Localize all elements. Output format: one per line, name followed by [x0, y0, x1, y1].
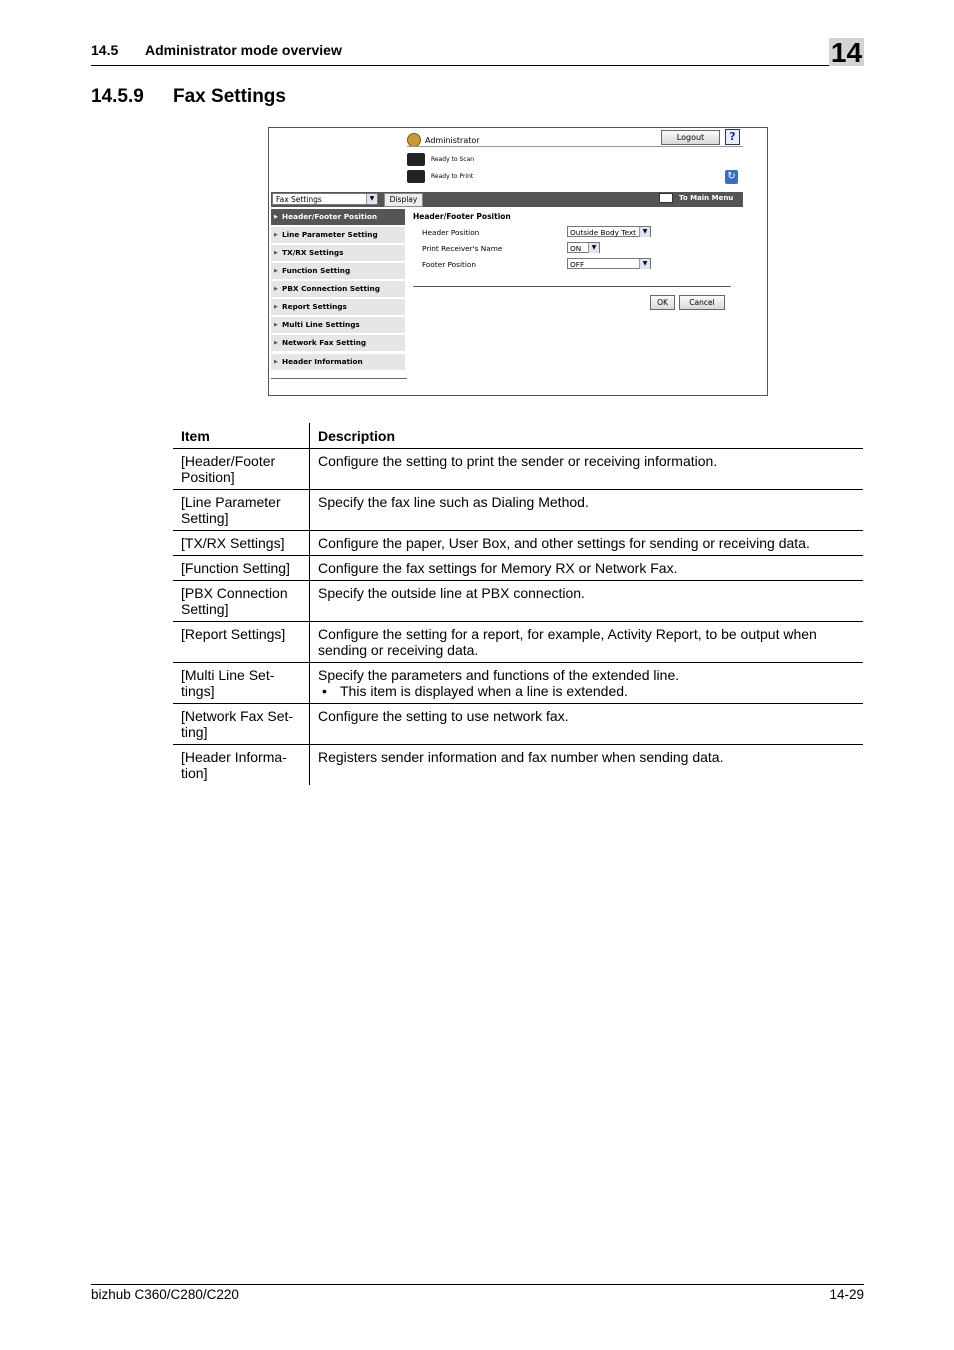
column-header: Item — [173, 423, 310, 449]
select-value: ON — [570, 244, 582, 253]
table-row — [173, 490, 863, 531]
table-row — [173, 581, 863, 622]
description-cell — [310, 663, 864, 704]
table-row — [173, 556, 863, 581]
item-cell: [Network Fax Set-ting] — [173, 704, 310, 745]
header-position-select[interactable] — [567, 226, 651, 237]
running-header — [91, 42, 342, 58]
user-label: Administrator — [425, 135, 480, 145]
item-cell: [Header/Footer Position] — [173, 449, 310, 490]
description-cell: Registers sender information and fax number when sending data. — [310, 745, 864, 786]
sidebar-item-header-footer[interactable]: ▶ Header/Footer Position — [271, 209, 405, 225]
sidebar-item-line-parameter[interactable]: ▶ Line Parameter Setting — [271, 227, 405, 243]
table-header-row — [173, 423, 863, 449]
scanner-icon — [407, 153, 425, 166]
sidebar-item-txrx[interactable]: ▶ TX/RX Settings — [271, 245, 405, 261]
chapter-number: 14 — [830, 37, 863, 68]
field-label: Print Receiver's Name — [422, 244, 503, 253]
description-cell: Configure the setting to use network fax. — [310, 704, 864, 745]
description-cell: Configure the paper, User Box, and other settings for sending or receiving data. — [310, 531, 864, 556]
refresh-icon[interactable]: ↻ — [725, 170, 738, 184]
chevron-down-icon: ▼ — [639, 227, 650, 237]
settings-table — [173, 423, 863, 785]
description-cell: Configure the fax settings for Memory RX or Network Fax. — [310, 556, 864, 581]
fax-settings-screenshot — [268, 127, 768, 396]
item-cell: [Header Informa-tion] — [173, 745, 310, 786]
chevron-down-icon: ▼ — [639, 259, 650, 269]
cancel-button[interactable]: Cancel — [679, 295, 725, 310]
table-row — [173, 704, 863, 745]
item-cell: [Multi Line Set-tings] — [173, 663, 310, 704]
select-value: OFF — [570, 260, 585, 269]
table-row — [173, 745, 863, 786]
admin-row — [407, 133, 480, 147]
footer-rule — [91, 1284, 864, 1285]
running-section-number: 14.5 — [91, 42, 119, 58]
sidebar-item-network-fax[interactable]: ▶ Network Fax Setting — [271, 335, 405, 351]
item-cell: [Line Parameter Setting] — [173, 490, 310, 531]
table-row — [173, 622, 863, 663]
administrator-icon — [407, 133, 421, 147]
page-number: 14-29 — [829, 1287, 864, 1302]
chevron-down-icon: ▼ — [588, 243, 599, 253]
description-cell: Configure the setting to print the sender or receiving information. — [310, 449, 864, 490]
footer-product: bizhub C360/C280/C220 — [91, 1287, 239, 1302]
table-row — [173, 449, 863, 490]
sidebar-item-pbx[interactable]: ▶ PBX Connection Setting — [271, 281, 405, 297]
ok-button[interactable]: OK — [650, 295, 675, 310]
column-header: Description — [310, 423, 864, 449]
section-title: Fax Settings — [173, 86, 286, 107]
item-cell: [PBX Connection Setting] — [173, 581, 310, 622]
section-heading — [91, 86, 286, 108]
form-divider — [413, 286, 731, 287]
footer-position-select[interactable] — [567, 258, 651, 269]
top-divider — [407, 146, 743, 147]
display-button[interactable]: Display — [384, 193, 423, 207]
description-cell: Specify the outside line at PBX connection. — [310, 581, 864, 622]
category-select[interactable] — [272, 193, 378, 205]
table-row — [173, 531, 863, 556]
category-select-value: Fax Settings — [276, 195, 322, 204]
logout-button[interactable]: Logout — [661, 130, 720, 145]
sidebar-divider — [271, 378, 407, 379]
item-cell: [Function Setting] — [173, 556, 310, 581]
scan-status: Ready to Scan — [431, 156, 475, 163]
main-menu-link[interactable] — [659, 193, 733, 203]
print-status-row — [407, 170, 473, 183]
item-cell: [Report Settings] — [173, 622, 310, 663]
menu-icon — [659, 193, 673, 203]
main-menu-label: To Main Menu — [679, 194, 734, 202]
sidebar-item-header-info[interactable]: ▶ Header Information — [271, 354, 405, 370]
field-label: Footer Position — [422, 260, 476, 269]
form-title: Header/Footer Position — [413, 212, 511, 221]
select-value: Outside Body Text — [570, 228, 636, 237]
description-text: Specify the parameters and functions of the extended line. — [318, 667, 680, 683]
sidebar-item-multi-line[interactable]: ▶ Multi Line Settings — [271, 317, 405, 333]
sidebar-item-report[interactable]: ▶ Report Settings — [271, 299, 405, 315]
sidebar-item-function[interactable]: ▶ Function Setting — [271, 263, 405, 279]
description-cell: Specify the fax line such as Dialing Method. — [310, 490, 864, 531]
description-cell: Configure the setting for a report, for example, Activity Report, to be output when sending or receiving data. — [310, 622, 864, 663]
header-rule — [91, 65, 864, 66]
section-number: 14.5.9 — [91, 86, 144, 107]
field-label: Header Position — [422, 228, 480, 237]
running-section-title: Administrator mode overview — [145, 42, 342, 58]
receiver-name-select[interactable] — [567, 242, 600, 253]
scan-status-row — [407, 153, 474, 166]
printer-icon — [407, 170, 425, 183]
print-status: Ready to Print — [431, 173, 474, 180]
table-row — [173, 663, 863, 704]
bullet-note: • This item is displayed when a line is extended. — [318, 683, 855, 699]
help-icon[interactable]: ? — [725, 129, 740, 145]
chevron-down-icon: ▼ — [366, 194, 377, 204]
item-cell: [TX/RX Settings] — [173, 531, 310, 556]
